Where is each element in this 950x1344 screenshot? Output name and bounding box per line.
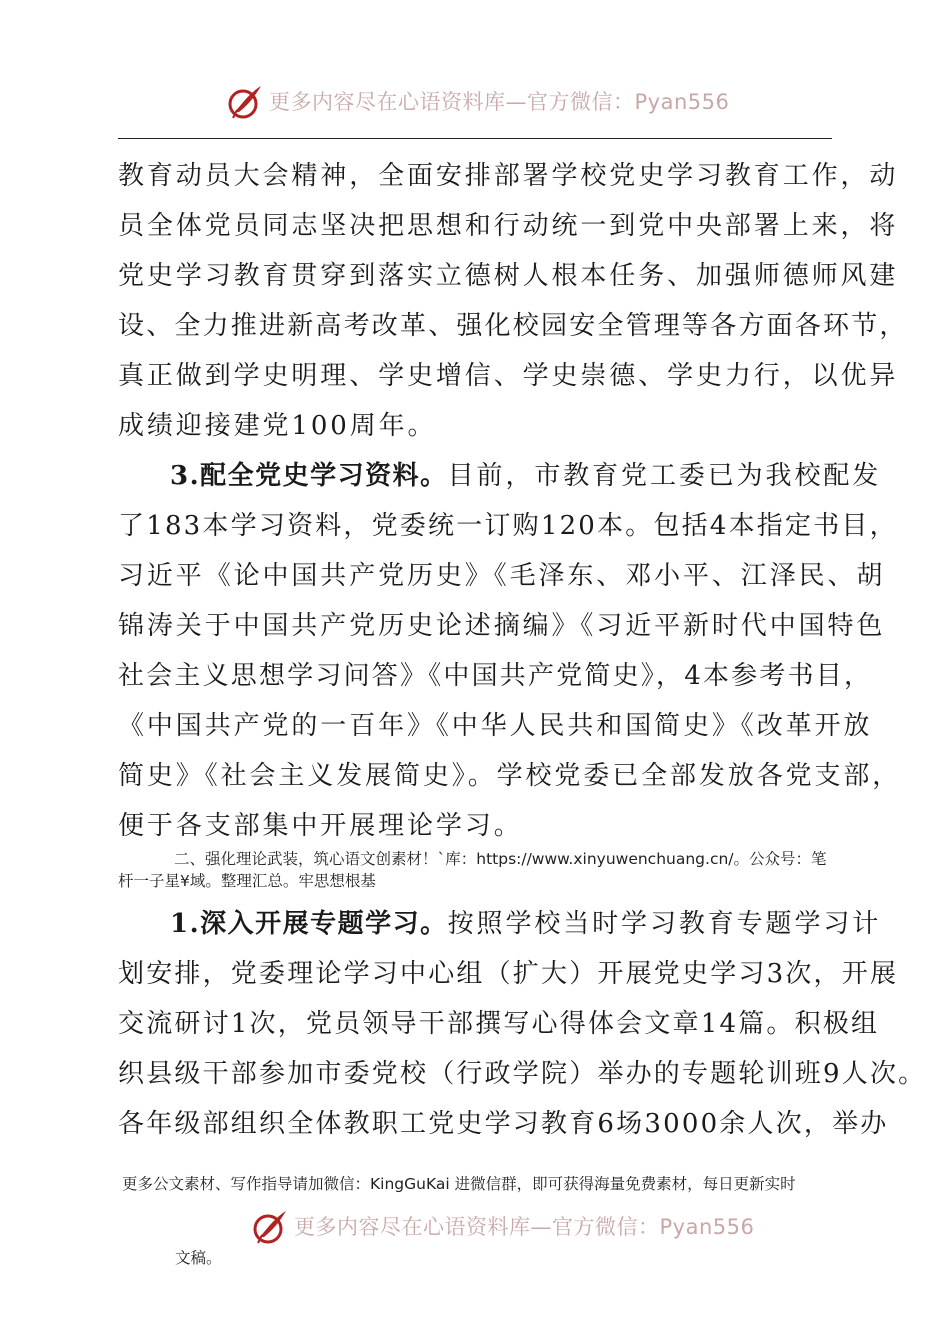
para1-line-5: 真正做到学史明理、学史增信、学史崇德、学史力行，以优异 — [118, 361, 899, 391]
quill-logo-icon — [250, 1207, 290, 1247]
para2-first-line — [170, 456, 881, 496]
para2-heading: 3.配全党史学习资料。 — [170, 461, 448, 491]
para3-heading: 1.深入开展专题学习。 — [170, 909, 448, 939]
footer-banner — [250, 1205, 770, 1249]
section-note-line-1: 二、强化理论武装，筑心语文创素材！`库：https://www.xinyuwenchuang.cn/。公众号：笔 — [174, 850, 827, 868]
footer-note-line-1: 更多公文素材、写作指导请加微信：KingGuKai 进微信群，即可获得海量免费素材，每日更新实时 — [122, 1175, 796, 1193]
para2-line-8: 便于各支部集中开展理论学习。 — [118, 811, 523, 841]
header-banner — [225, 80, 745, 124]
para3-line-4: 织县级干部参加市委党校（行政学院）举办的专题轮训班9人次。 — [118, 1059, 927, 1089]
para1-line-6: 成绩迎接建党100周年。 — [118, 411, 437, 441]
para1-line-2: 员全体党员同志坚决把思想和行动统一到党中央部署上来，将 — [118, 211, 899, 241]
para1-line-4: 设、全力推进新高考改革、强化校园安全管理等各方面各环节， — [118, 311, 908, 341]
para3-line-3: 交流研讨1次，党员领导干部撰写心得体会文章14篇。积极组 — [118, 1009, 880, 1039]
para2-line-3: 习近平《论中国共产党历史》《毛泽东、邓小平、江泽民、胡 — [118, 561, 886, 591]
para2-line-6: 《中国共产党的一百年》《中华人民共和国简史》《改革开放 — [118, 711, 873, 741]
para2-line-1: 目前，市教育党工委已为我校配发 — [447, 461, 882, 491]
header-banner-text: 更多内容尽在心语资料库—官方微信：Pyan556 — [269, 90, 730, 114]
footer-banner-text: 更多内容尽在心语资料库—官方微信：Pyan556 — [294, 1215, 755, 1239]
section-note-line-2: 杆一子星¥域。整理汇总。牢思想根基 — [118, 872, 376, 890]
footer-note-line-2: 文稿。 — [175, 1249, 222, 1267]
para3-line-5: 各年级部组织全体教职工党史学习教育6场3000余人次，举办 — [118, 1109, 889, 1139]
header-divider — [118, 138, 832, 139]
para3-line-1: 按照学校当时学习教育专题学习计 — [447, 909, 882, 939]
para2-line-7: 简史》《社会主义发展简史》。学校党委已全部发放各党支部， — [118, 761, 902, 791]
para2-line-2: 了183本学习资料，党委统一订购120本。包括4本指定书目， — [118, 511, 898, 541]
section-note — [118, 848, 834, 892]
quill-logo-icon — [225, 82, 265, 122]
para2-line-5: 社会主义思想学习问答》《中国共产党简史》，4本参考书目， — [118, 661, 873, 691]
para1-line-1: 教育动员大会精神，全面安排部署学校党史学习教育工作，动 — [118, 161, 899, 191]
para1-line-3: 党史学习教育贯穿到落实立德树人根本任务、加强师德师风建 — [118, 261, 899, 291]
para2-line-4: 锦涛关于中国共产党历史论述摘编》《习近平新时代中国特色 — [118, 611, 886, 641]
para3-line-2: 划安排，党委理论学习中心组（扩大）开展党史学习3次，开展 — [118, 959, 899, 989]
para3-first-line — [170, 904, 881, 944]
